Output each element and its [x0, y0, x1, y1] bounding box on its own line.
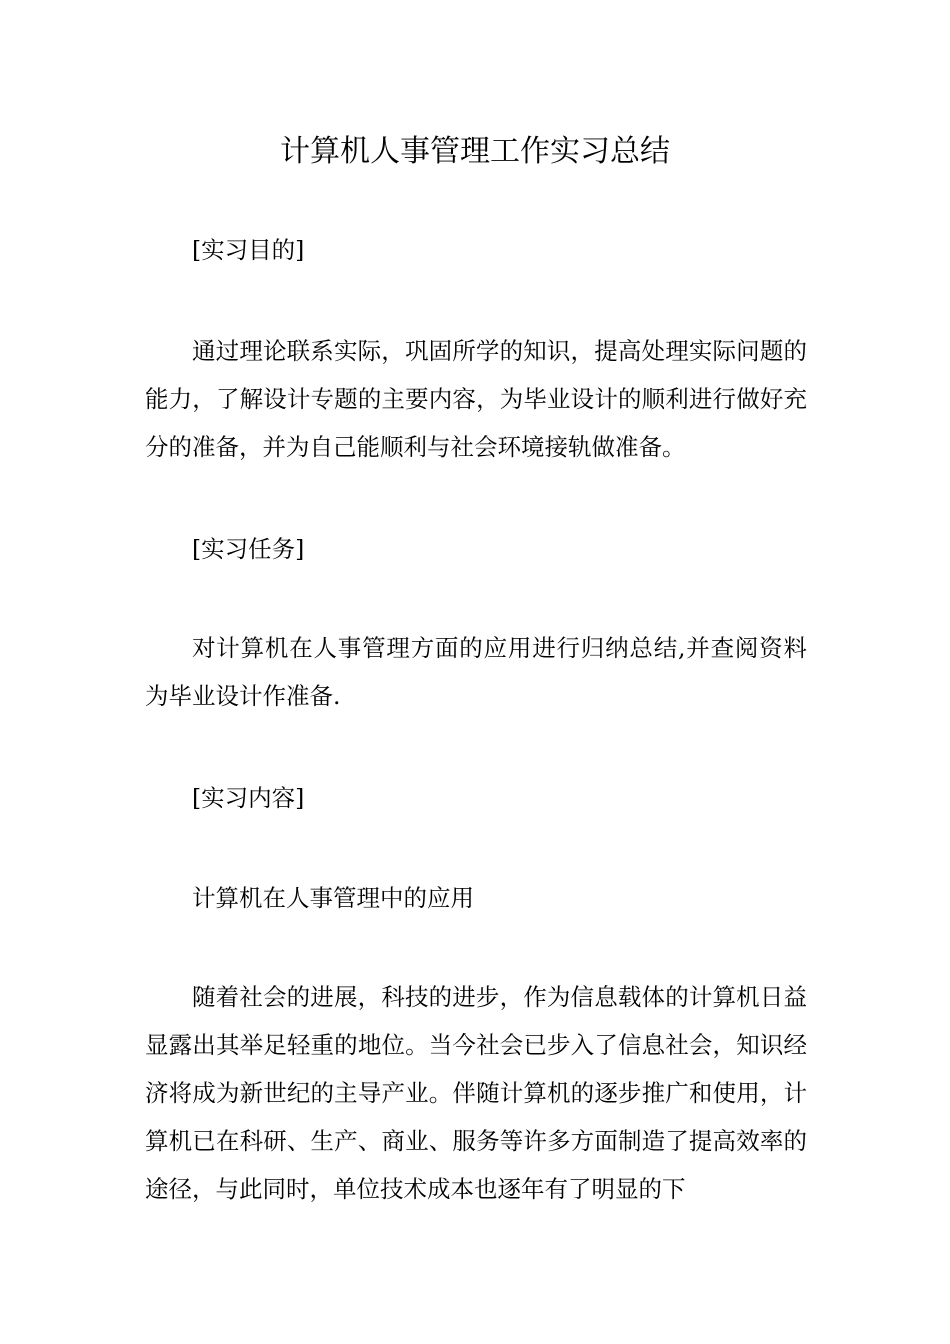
- section-heading-task: [实习任务]: [192, 535, 305, 563]
- section-heading-purpose: [实习目的]: [192, 236, 305, 264]
- section-heading-content: [实习内容]: [192, 784, 305, 812]
- paragraph-task: 对计算机在人事管理方面的应用进行归纳总结,并查阅资料为毕业设计作准备.: [145, 634, 807, 710]
- subheading-application: 计算机在人事管理中的应用: [192, 884, 474, 912]
- paragraph-purpose: 通过理论联系实际，巩固所学的知识，提高处理实际问题的能力，了解设计专题的主要内容，为毕业设计的顺利进行做好充分的准备，并为自己能顺利与社会环境接轨做准备。: [145, 337, 807, 461]
- page-title: 计算机人事管理工作实习总结: [280, 134, 670, 169]
- paragraph-application: 随着社会的进展，科技的进步，作为信息载体的计算机日益显露出其举足轻重的地位。当今社会已步入了信息社会，知识经济将成为新世纪的主导产业。伴随计算机的逐步推广和使用，计算机已在科研、生产、商业、服务等许多方面制造了提高效率的途径，与此同时，单位技术成本也逐年有了明显的下: [145, 983, 807, 1203]
